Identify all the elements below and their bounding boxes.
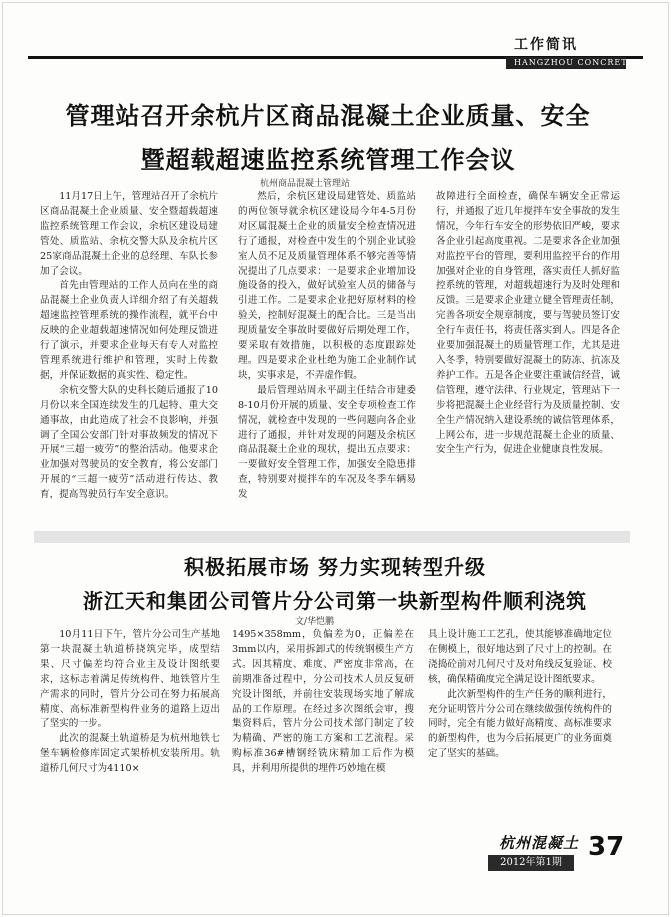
section-title: 工作简讯: [514, 37, 578, 53]
paragraph: 此次新型构件的生产任务的顺利进行，充分证明管片分公司在继续做强传统构件的同时，完全有能力做好高精度、高标准要求的新型构件，也为今后拓展更广的业务面奠定了坚实的基础。: [428, 688, 612, 760]
article2-title-line1: 积极拓展市场 努力实现转型升级: [184, 555, 486, 579]
article1-column2: [238, 190, 416, 503]
paragraph: 此次的混凝土轨道桥是为杭州地铁七堡车辆检修库固定式架桥机安装所用。轨道桥几何尺寸为4110×: [40, 733, 220, 775]
page-number: 37: [588, 832, 625, 862]
issue-label: 2012年第1期: [488, 855, 574, 871]
publication-name: HANGZHOU CONCRETE: [514, 58, 635, 67]
article1-title-line2: 暨超载超速监控系统管理工作会议: [140, 146, 516, 174]
section-divider-band: [34, 531, 630, 543]
article1-column3: [436, 190, 620, 458]
article1-title-line1: 管理站召开余杭片区商品混凝土企业质量、安全: [65, 102, 591, 130]
paragraph: 首先由管理站的工作人员向在坐的商品混凝土企业负责人详细介绍了有关超载超速监控管理系统的操作流程，就平台中反映的企业超载超速情况如何处理反馈进行了演示，并要求企业每天有专人对监控管理系统进行维护和管理，实时上传数据，并保证数据的真实性、稳定性。: [40, 280, 218, 381]
article2-column1: [40, 628, 220, 777]
paragraph: 余杭交警大队的史科长随后通报了10月份以来全国连续发生的几起特、重大交通事故，由此造成了社会不良影响，并强调了全国公安部门针对事故频发的情况下开展“三超一疲劳”的整治活动。他要求企业加强对驾驶员的安全教育，将公安部门开展的“三超一疲劳”活动进行传达、教育，提高驾驶员行车安全意识。: [40, 384, 218, 501]
magazine-logo: 杭州混凝土: [499, 834, 580, 852]
paragraph: 11月17日上午，管理站召开了余杭片区商品混凝土企业质量、安全暨超载超速监控系统管理工作会议，余杭区建设局建管处、质监站、余杭交警大队及余杭片区25家商品混凝土企业的总经理、车队长参加了会议。: [40, 191, 218, 277]
paragraph: 最后管理站周永平副主任结合市建委8-10月份开展的质量、安全专项检查工作情况，就检查中发现的一些问题向各企业进行了通报，并针对发现的问题及余杭区商品混凝土企业的现状，提出五点要求：一要做好安全管理工作，加强安全隐患排查，特别要对搅拌车的车况及冬季车辆易发: [238, 384, 416, 501]
paragraph: 1495×358mm，负偏差为0，正偏差在3mm以内，采用拆卸式的传统钢模生产方式。因其精度、难度、严密度非常高，在前期准备过程中，分公司技术人员反复研究设计图纸，并前往安装现场实地了解成品的工作原理。在经过多次图纸会审，搜集资料后，管片分公司技术部门制定了较为精确、严密的施工方案和工艺流程。采购标准36#槽钢经铣床精加工后作为模具，并利用所提供的埋件巧妙地在模: [232, 629, 414, 775]
paragraph: 具上设计施工工艺孔，使其能够准确地定位在侧模上，很好地达到了尺寸上的控制。在浇捣砼前对几何尺寸及对角线反复验证、校核，确保精确度完全满足设计图纸要求。: [428, 629, 612, 685]
article1-byline: 杭州商品混凝土管理站: [260, 179, 351, 189]
paragraph: 然后，余杭区建设局建管处、质监站的两位领导就余杭区建设局今年4-5月份对区属混凝土企业的质量安全检查情况进行了通报，对检查中发生的个别企业试验室人员不足及质量管理体系不够完善等情况提出了几点要求：一是要求企业增加设施设备的投入，做好试验室人员的储备与引进工作。二是要求企业把好原材料的检验关，控制好混凝土的配合比。三是当出现质量安全事故时要做好后期处理工作，要采取有效措施，以积极的态度跟踪处理。四是要求企业杜绝为施工企业制作试块，实事求是，不弄虚作假。: [238, 191, 416, 381]
paragraph: 10月11日下午，管片分公司生产基地第一块混凝土轨道桥挠筑完毕，成型结果、尺寸偏差均符合业主及设计图纸要求，这标志着满足传统构件、地铁管片生产需求的同时，管片分公司在努力拓展高精度、高标准新型构件业务的道路上迈出了坚实的一步。: [40, 629, 220, 730]
paragraph: 故障进行全面检查，确保车辆安全正常运行，并通报了近几年搅拌车安全事故的发生情况，今年行车安全的形势依旧严峻，要求各企业引起高度重视。二是要求各企业加强对监控平台的管理，要利用监控平台的作用加强对企业的自身管理，落实责任人抓好监控系统的管理，对超载超速行为及时处理和反馈。三是要求企业建立健全管理责任制，完善各项安全规章制度，要与驾驶员签订安全行车责任书，将责任落实到人。四是各企业要加强混凝土的质量管理工作，尤其是进入冬季，特别要做好混凝土的防冻、抗冻及养护工作。五是各企业要注重诚信经营，诚信管理，遵守法律、行业规定，管理站下一步将把混凝土企业经营行为及质量控制、安全生产情况纳入建设系统的诚信管理体系，上网公布，进一步规范混凝土企业的质量、安全生产行为，促进企业健康良性发展。: [436, 191, 620, 456]
article2-column3: [428, 628, 612, 762]
article2-byline: 文/华恺鹏: [295, 617, 335, 627]
article2-title-line2: 浙江天和集团公司管片分公司第一块新型构件顺利浇筑: [83, 589, 587, 613]
article2-column2: [232, 628, 414, 777]
article1-column1: [40, 190, 218, 503]
